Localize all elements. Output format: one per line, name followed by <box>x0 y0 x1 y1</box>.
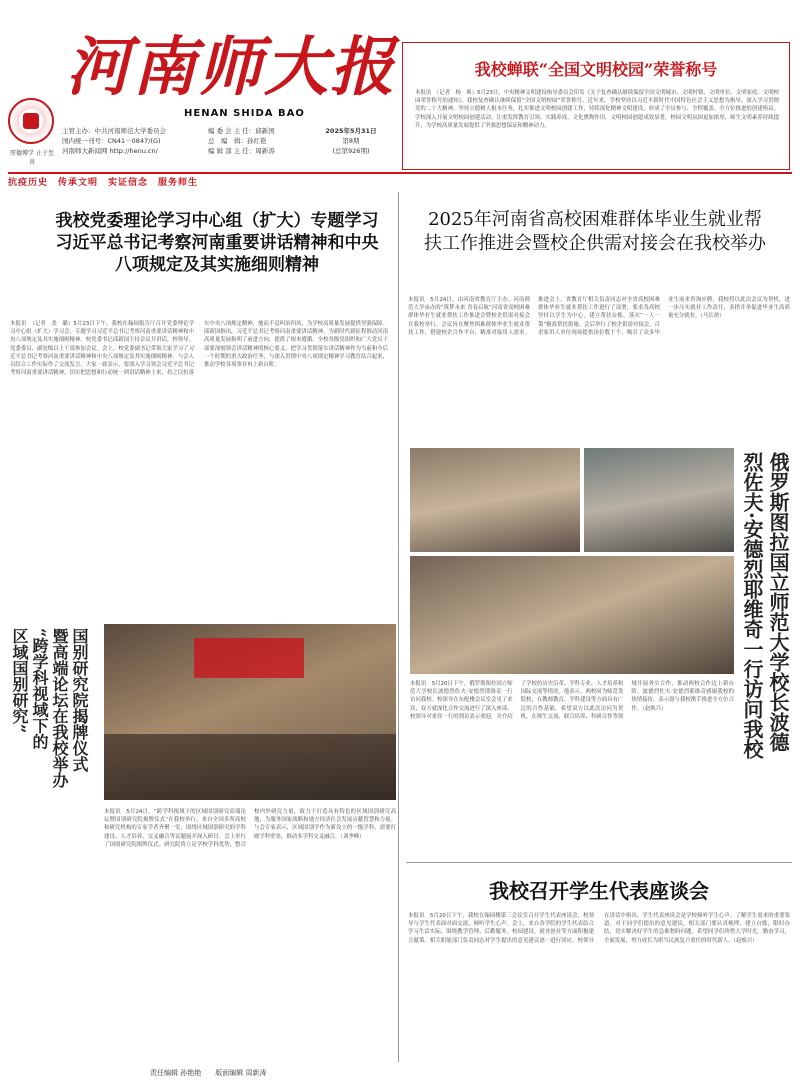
article1-headline <box>52 210 382 276</box>
masthead-title: 河南师大报 <box>66 30 396 105</box>
article1-text: 本报讯 （记者 张 璐）5月23日下午，我校在翰园报告厅召开党委理论学习中心组（扩大）学习会，专题学习习近平总书记考察河南重要讲话精神和中央八项规定及其实施细则精神。校党委书记邱新国主持会议并讲话，校领导、党委委员、副处级以上干部参加会议。会上，校党委副书记带领大家学习了习近平总书记考察河南重要讲话精神和中央八项规定及其实施细则精神。与会人员结合工作实际作了交流发言，大家一致表示，要深入学习领会习近平总书记考察河南重要讲话精神，切实把思想和行动统一到讲话精神上来，持之以恒落实中央八项规定精神，驰而不息纠治四风，为学校高质量发展提供坚强保障。邱新国指出，习近平总书记考察河南重要讲话精神，为新时代新征程推动河南高质量发展指明了前进方向，提供了根本遵循。全校各级党组织和广大党员干部要深刻领会讲话精神的核心要义，把学习贯彻落实讲话精神作为当前和今后一个时期的重大政治任务，与深入贯彻中央八项规定精神学习教育结合起来，推动学校各项事业再上新台阶。 <box>10 321 388 377</box>
article3-line-1: 俄罗斯图拉国立师范大学校长波德 <box>766 452 790 752</box>
visit-photo-3 <box>410 556 734 674</box>
conference-photo <box>104 624 396 800</box>
editor1: 编 委 会 主 任：邱新国 <box>208 127 275 135</box>
caption-line-1: 国别研究院揭牌仪式 <box>70 628 89 772</box>
article2-headline <box>420 208 770 256</box>
masthead-pinyin: HENAN SHIDA BAO <box>184 108 305 119</box>
caption-line-3: “跨学科视域下的 <box>30 628 49 750</box>
article1-headline-text: 我校党委理论学习中心组（扩大）专题学习习近平总书记考察河南重要讲话精神和中央八项规定及其实施细则精神 <box>55 211 379 275</box>
issue-number: 第8期 <box>342 137 360 145</box>
photo-vertical-caption <box>8 628 102 958</box>
masthead-info <box>62 126 396 168</box>
masthead-slogan: 抗疫历史 传承文明 实证信念 服务师生 <box>8 178 199 188</box>
top-right-text: 本报讯 （记者 杨 爽）5月23日，中央精神文明建设指导委员会印发《关于复查确认继续保留全国文明城市、文明村镇、文明单位、文明家庭、文明校园荣誉称号的通知》，我校复查确认继续保留“全国文明校园”荣誉称号。近年来，学校坚持以习近平新时代中国特色社会主义思想为指导，深入学习贯彻党的二十大精神，坚持立德树人根本任务，扎实推进文明校园创建工作，持续深化精神文明建设，形成了全员参与、全程覆盖、全方位推进的创建格局。学校深入开展文明校园创建活动，注重发挥教育引领、实践养成、文化熏陶作用，文明校园创建成效显著，校园文明氛围更加浓厚，师生文明素养持续提升，为学校高质量发展提供了坚强思想保证和精神动力。 <box>415 90 779 129</box>
article2-text: 本报讯 5月24日，由河南省教育厅主办、河南师范大学承办的“筑梦未来 青春启航”河南省高校困难群体毕业生就业帮扶工作推进会暨校企供需对接会在我校举行。会议旨在聚焦困难群体毕业生就业帮扶工作，搭建校企合作平台，精准对接用人需求。推进会上，省教育厅相关负责同志对全省高校困难群体毕业生就业帮扶工作进行了部署，要求各高校坚持以学生为中心，建立帮扶台账，落实“一人一策”精准帮扶措施。会后举行了校企供需对接会，百余家用人单位现场提供岗位数千个，吸引了众多毕业生前来咨询应聘。我校将以此次会议为契机，进一步压实就业工作责任，多措并举促进毕业生高质量充分就业。（马长侠） <box>408 297 790 336</box>
masthead <box>8 8 400 184</box>
university-seal <box>8 98 54 144</box>
cn-number: 国内统一刊号：CN41－0847/(G) <box>62 137 161 145</box>
article4-headline: 我校召开学生代表座谈会 <box>489 879 709 903</box>
issue-total: (总第926期) <box>332 147 370 155</box>
seal-motto: 厚德博学 止于至善 <box>10 150 54 166</box>
visit-photo-2 <box>584 448 734 552</box>
visit-photo-1 <box>410 448 580 552</box>
footer: 责任编辑 孙艳艳 版面编辑 周新涛 <box>150 1069 267 1077</box>
photo-article-text: 本报讯 5月24日，“跨学科视域下的区域国别研究高端论坛暨国别研究院揭牌仪式”在我校举行。来自全国多所高校和研究机构的专家学者齐聚一堂，围绕区域国别研究的学科建设、人才培养、交叉融合等议题展开深入研讨。会上举行了国别研究院揭牌仪式。研究院将立足学校学科优势，整合校内外研究力量，致力于打造具有特色的区域国别研究高地，为服务国家战略和地方经济社会发展贡献智慧和力量。与会专家表示，区域国别学作为新设立的一级学科，需要打破学科壁垒，推动多学科交叉融合。（刘季峰） <box>104 809 396 848</box>
sponsor: 主管主办：中共河南师范大学委员会 <box>62 127 166 135</box>
issue-date: 2025年5月31日 <box>325 127 377 135</box>
column-divider <box>398 192 399 1062</box>
article3-text: 本报讯 5月20日下午，俄罗斯图拉国立师范大学校长波德烈佐夫·安德烈耶维奇一行访问我校。校领导在东配楼会议室会见了来宾，双方就深化合作交流进行了深入座谈。校领导对来宾一行的到访表示欢迎，并介绍了学校的历史沿革、学科专业、人才培养和国际交流等情况。他表示，两校同为师范类院校，在教师教育、学科建设等方面具有广泛的合作基础，希望双方以此次访问为契机，在师生交流、联合培养、科研合作等领域开展务实合作，推动两校合作迈上新台阶。波德烈佐夫·安德烈耶维奇感谢我校的热情接待，表示愿与我校携手推进全方位合作。（赵焕兴） <box>410 681 734 720</box>
top-right-box <box>402 42 790 170</box>
caption-line-4: 区域国别研究” <box>10 628 29 734</box>
masthead-divider <box>8 172 792 174</box>
article3-headline <box>738 452 792 862</box>
article2-headline-text: 2025年河南省高校困难群体毕业生就业帮扶工作推进会暨校企供需对接会在我校举办 <box>424 209 766 254</box>
top-right-headline: 我校蝉联“全国文明校园”荣誉称号 <box>474 60 718 79</box>
caption-line-2: 暨高端论坛在我校举办 <box>50 628 69 788</box>
editor2: 总 编 辑：孙红艳 <box>208 137 267 145</box>
article4-text: 本报讯 5月20日下午，我校在翰园楼第三会议室召开学生代表座谈会，校领导与学生代表面对面交流，倾听学生心声。会上，来自各学院的学生代表结合学习生活实际，围绕教学管理、后勤服务、校园建设、就业创业等方面积极建言献策。相关职能部门负责同志对学生提出的意见建议逐一进行回应。校领导在讲话中指出，学生代表座谈会是学校倾听学生心声、了解学生需求的重要渠道。对于同学们提出的意见建议，相关部门要认真梳理，建立台账，限时办结，切实解决好学生的急难愁盼问题。希望同学们珍惜大学时光，勤奋学习，全面发展，努力成长为堪当民族复兴重任的时代新人。（赵焕兴） <box>408 913 790 944</box>
article4-rule <box>406 862 792 863</box>
site: 河南师大新闻网 http://henu.cn/ <box>62 147 158 155</box>
editor3: 编 辑 部 主 任：周新涛 <box>208 147 275 155</box>
article3-line-2: 烈佐夫·安德烈耶维奇一行访问我校 <box>740 452 764 759</box>
